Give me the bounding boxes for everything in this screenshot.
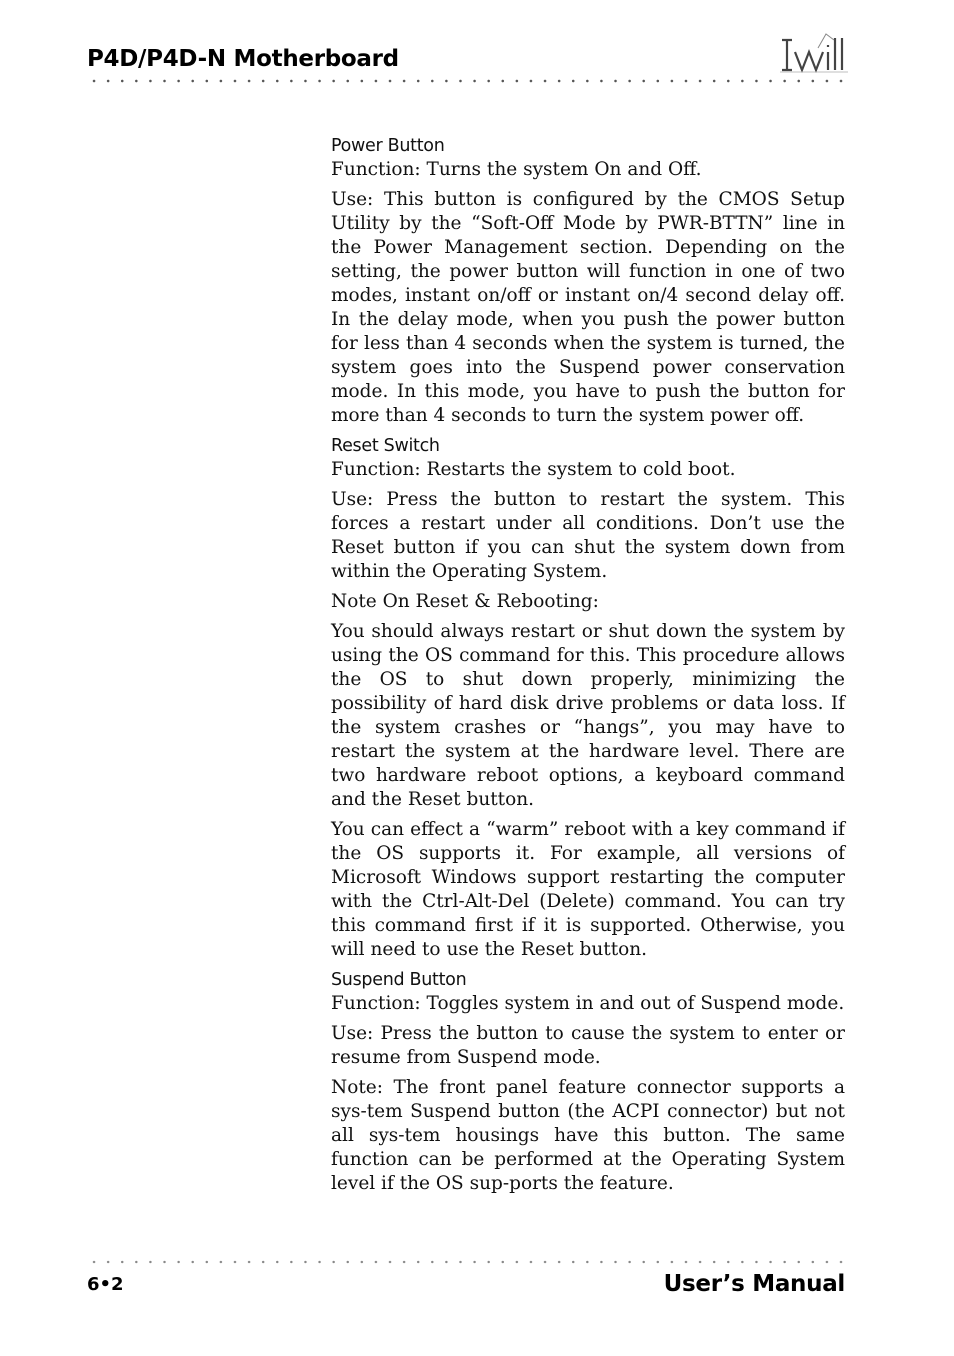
- paragraph: Function: Toggles system in and out of Suspend mode.: [331, 993, 845, 1014]
- section-power-button: [331, 134, 845, 428]
- paragraph: Use: This button is configured by the CMOS Setup Utility by the “Soft-Off Mode by PWR-BTTN” line in the Power Management section. Depending on the setting, the power button will function in one of two modes, instant on/off or instant on/4 second delay off. In the delay mode, when you push the power button for less than 4 seconds when the system is turned, the system goes into the Suspend power conservation mode. In this mode, you have to push the button for more than 4 seconds to turn the system power off.: [331, 189, 845, 426]
- paragraph: Function: Turns the system On and Off.: [331, 159, 702, 180]
- paragraph: Note: The front panel feature connector supports a sys-tem Suspend button (the ACPI connector) but not all sys-tem housings have this button. The same function can be performed at the Operating System level if the OS sup-ports the feature.: [331, 1077, 845, 1194]
- page-header-title: P4D/P4D-N Motherboard: [87, 46, 399, 72]
- header-dotted-rule: [87, 79, 847, 83]
- footer-title: User’s Manual: [663, 1271, 845, 1297]
- iwill-logo: [778, 30, 850, 76]
- section-heading: Suspend Button: [331, 970, 467, 990]
- paragraph: Function: Restarts the system to cold boot.: [331, 459, 736, 480]
- page-number: 6•2: [87, 1274, 124, 1295]
- paragraph: Note On Reset & Rebooting:: [331, 591, 599, 612]
- footer-dotted-rule: [87, 1260, 847, 1264]
- paragraph: Use: Press the button to cause the system to enter or resume from Suspend mode.: [331, 1023, 845, 1068]
- section-reset-switch: [331, 434, 845, 962]
- section-suspend-button: [331, 968, 845, 1196]
- paragraph: Use: Press the button to restart the system. This forces a restart under all conditions. Don’t use the Reset button if you can shut the system down from within the Operating System.: [331, 489, 845, 582]
- paragraph: You can effect a “warm” reboot with a key command if the OS supports it. For example, all versions of Microsoft Windows support restarting the computer with the Ctrl-Alt-Del (Delete) command. You can try this command first if it is supported. Otherwise, you will need to use the Reset button.: [331, 819, 845, 960]
- main-content: [331, 134, 845, 1202]
- paragraph: You should always restart or shut down the system by using the OS command for this. This procedure allows the OS to shut down properly, minimizing the possibility of hard disk drive problems or data loss. If the system crashes or “hangs”, you may have to restart the system at the hardware level. There are two hardware reboot options, a keyboard command and the Reset button.: [331, 621, 845, 810]
- section-heading: Power Button: [331, 136, 445, 156]
- section-heading: Reset Switch: [331, 436, 440, 456]
